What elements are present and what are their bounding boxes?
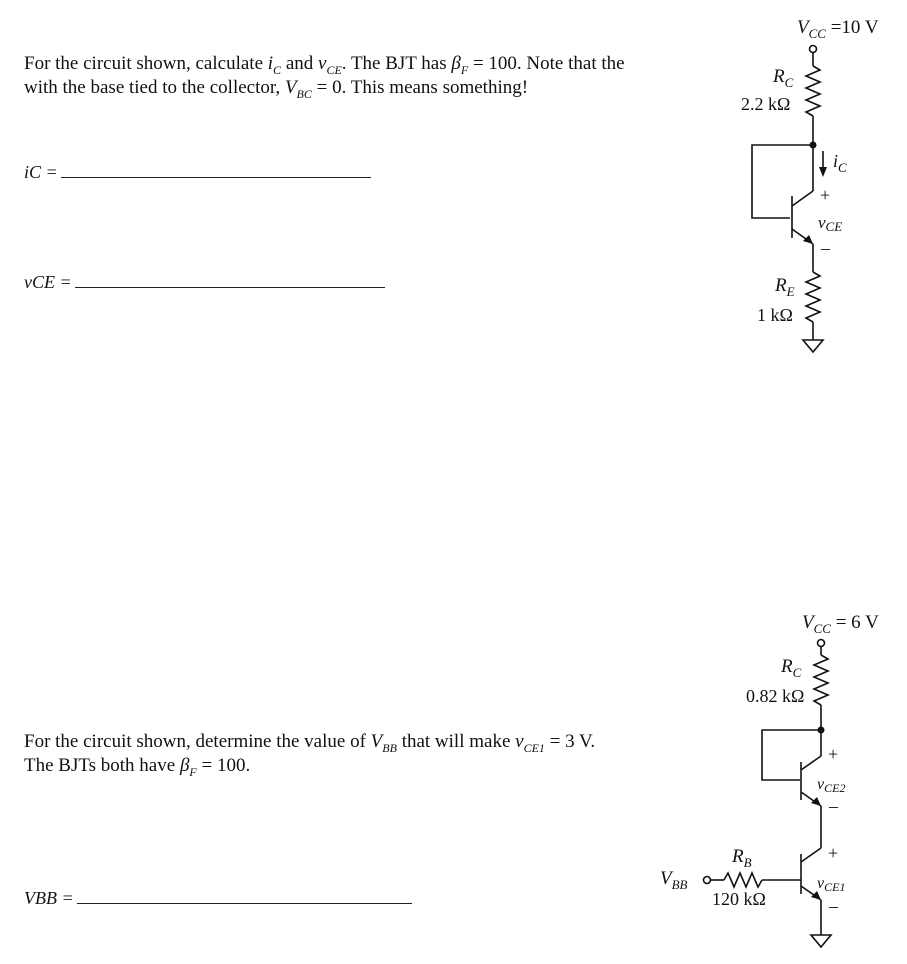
circuit2-ground-icon (811, 935, 831, 947)
circuit1 (741, 17, 879, 352)
circuit1-rc-resistor (806, 66, 820, 116)
circuit2-vcc-label: $V_{CC} = 6$ V (802, 612, 879, 636)
problem1-text-line1: For the circuit shown, calculate $i_C$ and $v_{CE}$. The BJT has $\beta_F = 100$. Note that the (24, 53, 625, 77)
problem2-text-line2: The BJTs both have $\beta_F = 100$. (24, 755, 251, 779)
circuit2 (660, 612, 879, 947)
circuit1-ic-label: $i_C$ (833, 151, 847, 175)
circuit1-vce-label: vCE (818, 213, 843, 234)
circuit2-vce2-plus: + (828, 744, 839, 764)
circuit1-vce-minus: – (821, 238, 830, 258)
circuit2-rb-value: 120 kΩ (712, 889, 766, 909)
circuit1-vce-plus: + (820, 185, 831, 205)
answer-ic-label: iC = (24, 162, 58, 182)
circuit1-re-value: 1 kΩ (757, 305, 793, 325)
circuit2-vce2-minus: – (829, 796, 838, 816)
circuit2-vbb-terminal (704, 877, 711, 884)
circuit2-rc-name: $R_C$ (781, 656, 802, 680)
circuit1-ground-icon (803, 340, 823, 352)
circuit2-rb-name: $R_B$ (732, 846, 752, 870)
answer-vbb-label: VBB = (24, 888, 74, 908)
circuit2-vce2-label: vCE2 (817, 776, 846, 795)
answer-vce-label: vCE = (24, 272, 72, 292)
circuit2-vce1-label: vCE1 (817, 875, 846, 894)
problem2-text-line1: For the circuit shown, determine the value of $V_{BB}$ that will make $v_{CE1} = 3$ V. (24, 731, 596, 755)
circuit2-rb-resistor (724, 873, 762, 887)
circuit1-re-name: $R_E$ (775, 275, 795, 299)
problem1-text-line2: with the base tied to the collector, $V_{BC} = 0$. This means something! (24, 77, 529, 101)
circuit2-vce1-minus: – (829, 896, 838, 916)
circuit2-vbb-label: $V_{BB}$ (660, 868, 688, 892)
circuit1-vcc-label: $V_{CC} =10$ V (797, 17, 879, 41)
circuit2-rc-value: 0.82 kΩ (746, 686, 805, 706)
circuit1-rc-value: 2.2 kΩ (741, 94, 791, 114)
circuit2-vce1-plus: + (828, 843, 839, 863)
circuit1-re-resistor (806, 272, 820, 322)
circuit2-vcc-terminal (818, 640, 825, 647)
circuit1-vcc-terminal (810, 46, 817, 53)
circuit1-rc-name: $R_C$ (773, 66, 794, 90)
circuit2-rc-resistor (814, 655, 828, 705)
